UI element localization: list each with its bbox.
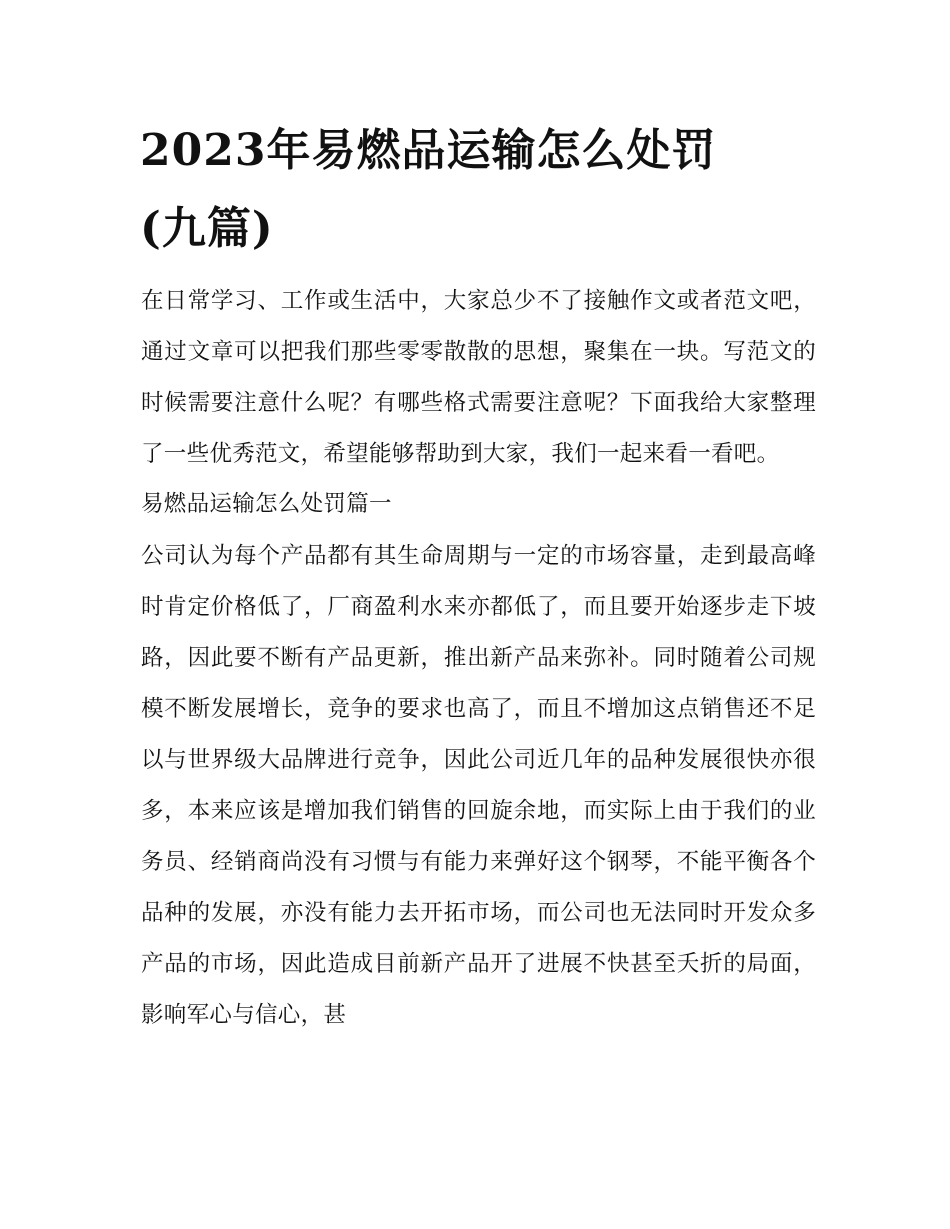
- document-body: [141, 276, 816, 1041]
- intro-paragraph: 在日常学习、工作或生活中，大家总少不了接触作文或者范文吧，通过文章可以把我们那些零零散散的思想，聚集在一块。写范文的时候需要注意什么呢？有哪些格式需要注意呢？下面我给大家整理了一些优秀范文，希望能够帮助到大家，我们一起来看一看吧。: [141, 288, 816, 467]
- section-paragraph: 公司认为每个产品都有其生命周期与一定的市场容量，走到最高峰时肯定价格低了，厂商盈利水来亦都低了，而且要开始逐步走下坡路，因此要不断有产品更新，推出新产品来弥补。同时随着公司规模不断发展增长，竞争的要求也高了，而且不增加这点销售还不足以与世界级大品牌进行竞争，因此公司近几年的品种发展很快亦很多，本来应该是增加我们销售的回旋余地，而实际上由于我们的业务员、经销商尚没有习惯与有能力来弹好这个钢琴，不能平衡各个品种的发展，亦没有能力去开拓市场，而公司也无法同时开发众多产品的市场，因此造成目前新产品开了进展不快甚至夭折的局面，影响军心与信心，甚: [141, 543, 816, 1028]
- section-heading: 易燃品运输怎么处罚篇一: [141, 491, 392, 517]
- document-title: 2023年易燃品运输怎么处罚 (九篇): [140, 125, 717, 254]
